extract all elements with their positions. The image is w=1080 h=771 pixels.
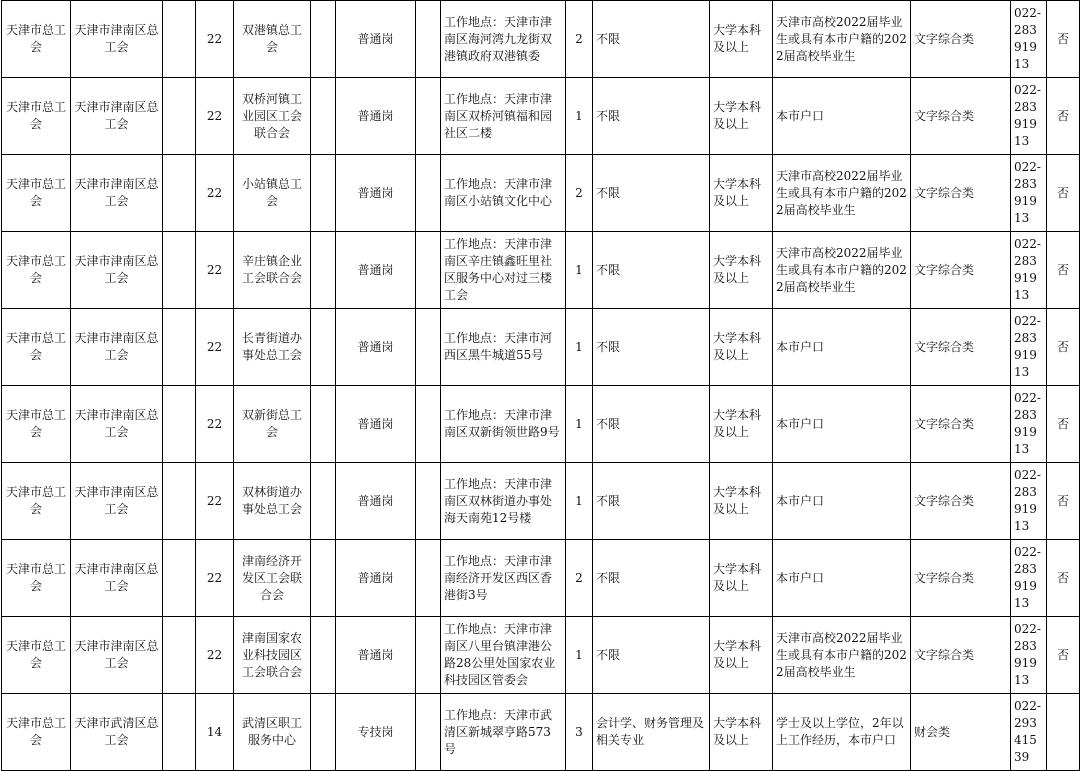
cell-code: 22 — [196, 386, 234, 463]
cell-blank — [311, 155, 336, 232]
table-row — [2, 540, 1080, 617]
cell-unit: 武清区职工服务中心 — [234, 694, 311, 771]
table-row — [2, 155, 1080, 232]
cell-blank — [163, 386, 196, 463]
cell-unit: 辛庄镇企业工会联合会 — [234, 232, 311, 309]
cell-education: 大学本科及以上 — [710, 1, 773, 78]
cell-position-type: 专技岗 — [336, 694, 416, 771]
cell-position-type: 普通岗 — [336, 617, 416, 694]
cell-blank — [311, 463, 336, 540]
cell-phone: 022-28391913 — [1011, 540, 1047, 617]
cell-requirements: 本市户口 — [773, 309, 911, 386]
cell-location: 工作地点：天津市津南区双新街领世路9号 — [441, 386, 566, 463]
table-row — [2, 694, 1080, 771]
cell-major: 不限 — [593, 1, 710, 78]
cell-department: 天津市津南区总工会 — [71, 617, 163, 694]
cell-code: 22 — [196, 232, 234, 309]
cell-exam-category: 文字综合类 — [911, 386, 1011, 463]
cell-exam-category: 文字综合类 — [911, 78, 1011, 155]
cell-unit: 双港镇总工会 — [234, 1, 311, 78]
cell-blank — [416, 540, 441, 617]
cell-code: 22 — [196, 309, 234, 386]
cell-flag: 否 — [1047, 386, 1080, 463]
cell-flag: 否 — [1047, 78, 1080, 155]
cell-blank — [163, 617, 196, 694]
cell-phone: 022-28391913 — [1011, 78, 1047, 155]
cell-headcount: 1 — [566, 463, 593, 540]
cell-location: 工作地点：天津市津南区八里台镇津港公路28公里处国家农业科技园区管委会 — [441, 617, 566, 694]
cell-code: 22 — [196, 463, 234, 540]
cell-blank — [163, 540, 196, 617]
cell-education: 大学本科及以上 — [710, 309, 773, 386]
cell-code: 22 — [196, 1, 234, 78]
cell-department: 天津市津南区总工会 — [71, 155, 163, 232]
cell-requirements: 本市户口 — [773, 386, 911, 463]
cell-location: 工作地点：天津市津南区双林街道办事处海天南苑12号楼 — [441, 463, 566, 540]
cell-location: 工作地点：天津市河西区黑牛城道55号 — [441, 309, 566, 386]
cell-blank — [416, 78, 441, 155]
cell-phone: 022-28391913 — [1011, 309, 1047, 386]
cell-requirements: 天津市高校2022届毕业生或具有本市户籍的2022届高校毕业生 — [773, 155, 911, 232]
cell-major: 不限 — [593, 78, 710, 155]
table-row — [2, 1, 1080, 78]
cell-department: 天津市津南区总工会 — [71, 309, 163, 386]
cell-blank — [311, 309, 336, 386]
cell-education: 大学本科及以上 — [710, 155, 773, 232]
cell-blank — [311, 694, 336, 771]
cell-blank — [163, 155, 196, 232]
table-row — [2, 463, 1080, 540]
cell-position-type: 普通岗 — [336, 309, 416, 386]
cell-organization: 天津市总工会 — [2, 1, 71, 78]
cell-unit: 津南国家农业科技园区工会联合会 — [234, 617, 311, 694]
cell-headcount: 2 — [566, 1, 593, 78]
cell-requirements: 天津市高校2022届毕业生或具有本市户籍的2022届高校毕业生 — [773, 232, 911, 309]
cell-headcount: 1 — [566, 617, 593, 694]
cell-blank — [163, 694, 196, 771]
cell-department: 天津市津南区总工会 — [71, 540, 163, 617]
table-row — [2, 309, 1080, 386]
cell-blank — [311, 540, 336, 617]
cell-blank — [416, 155, 441, 232]
cell-requirements: 天津市高校2022届毕业生或具有本市户籍的2022届高校毕业生 — [773, 1, 911, 78]
cell-unit: 小站镇总工会 — [234, 155, 311, 232]
cell-exam-category: 财会类 — [911, 694, 1011, 771]
cell-blank — [163, 309, 196, 386]
cell-major: 不限 — [593, 540, 710, 617]
table-row — [2, 386, 1080, 463]
cell-code: 22 — [196, 155, 234, 232]
cell-requirements: 学士及以上学位，2年以上工作经历，本市户口 — [773, 694, 911, 771]
cell-blank — [416, 386, 441, 463]
cell-code: 22 — [196, 617, 234, 694]
cell-phone: 022-28391913 — [1011, 232, 1047, 309]
cell-position-type: 普通岗 — [336, 1, 416, 78]
cell-organization: 天津市总工会 — [2, 78, 71, 155]
cell-organization: 天津市总工会 — [2, 463, 71, 540]
cell-department: 天津市武清区总工会 — [71, 694, 163, 771]
cell-blank — [416, 309, 441, 386]
cell-department: 天津市津南区总工会 — [71, 386, 163, 463]
cell-headcount: 1 — [566, 386, 593, 463]
cell-unit: 双新街总工会 — [234, 386, 311, 463]
cell-unit: 津南经济开发区工会联合会 — [234, 540, 311, 617]
cell-exam-category: 文字综合类 — [911, 540, 1011, 617]
cell-position-type: 普通岗 — [336, 540, 416, 617]
cell-blank — [416, 694, 441, 771]
cell-organization: 天津市总工会 — [2, 155, 71, 232]
cell-blank — [163, 463, 196, 540]
cell-headcount: 1 — [566, 232, 593, 309]
cell-blank — [416, 1, 441, 78]
cell-exam-category: 文字综合类 — [911, 463, 1011, 540]
cell-major: 不限 — [593, 617, 710, 694]
cell-location: 工作地点：天津市津南区双桥河镇福和园社区二楼 — [441, 78, 566, 155]
cell-organization: 天津市总工会 — [2, 617, 71, 694]
cell-department: 天津市津南区总工会 — [71, 78, 163, 155]
cell-requirements: 本市户口 — [773, 540, 911, 617]
cell-department: 天津市津南区总工会 — [71, 463, 163, 540]
cell-flag: 否 — [1047, 232, 1080, 309]
cell-code: 22 — [196, 78, 234, 155]
cell-phone: 022-28391913 — [1011, 617, 1047, 694]
cell-flag — [1047, 694, 1080, 771]
cell-requirements: 天津市高校2022届毕业生或具有本市户籍的2022届高校毕业生 — [773, 617, 911, 694]
cell-blank — [311, 386, 336, 463]
cell-organization: 天津市总工会 — [2, 232, 71, 309]
cell-phone: 022-28391913 — [1011, 386, 1047, 463]
cell-blank — [311, 232, 336, 309]
cell-flag: 否 — [1047, 155, 1080, 232]
cell-education: 大学本科及以上 — [710, 617, 773, 694]
cell-major: 不限 — [593, 386, 710, 463]
cell-position-type: 普通岗 — [336, 155, 416, 232]
cell-major: 不限 — [593, 463, 710, 540]
cell-location: 工作地点：天津市武清区新城翠亨路573号 — [441, 694, 566, 771]
cell-flag: 否 — [1047, 309, 1080, 386]
cell-blank — [163, 232, 196, 309]
cell-phone: 022-28391913 — [1011, 1, 1047, 78]
cell-location: 工作地点：天津市津南区小站镇文化中心 — [441, 155, 566, 232]
cell-location: 工作地点：天津市津南经济开发区西区香港街3号 — [441, 540, 566, 617]
cell-blank — [416, 232, 441, 309]
cell-education: 大学本科及以上 — [710, 694, 773, 771]
cell-exam-category: 文字综合类 — [911, 309, 1011, 386]
cell-position-type: 普通岗 — [336, 232, 416, 309]
cell-code: 14 — [196, 694, 234, 771]
cell-code: 22 — [196, 540, 234, 617]
cell-blank — [311, 78, 336, 155]
cell-location: 工作地点：天津市津南区辛庄镇鑫旺里社区服务中心对过三楼工会 — [441, 232, 566, 309]
cell-blank — [416, 463, 441, 540]
cell-flag: 否 — [1047, 540, 1080, 617]
cell-department: 天津市津南区总工会 — [71, 232, 163, 309]
cell-headcount: 3 — [566, 694, 593, 771]
cell-blank — [416, 617, 441, 694]
table-row — [2, 617, 1080, 694]
cell-organization: 天津市总工会 — [2, 694, 71, 771]
cell-exam-category: 文字综合类 — [911, 155, 1011, 232]
table-row — [2, 232, 1080, 309]
cell-education: 大学本科及以上 — [710, 78, 773, 155]
cell-phone: 022-28391913 — [1011, 463, 1047, 540]
cell-organization: 天津市总工会 — [2, 386, 71, 463]
cell-unit: 双桥河镇工业园区工会联合会 — [234, 78, 311, 155]
cell-organization: 天津市总工会 — [2, 309, 71, 386]
table-row — [2, 78, 1080, 155]
cell-position-type: 普通岗 — [336, 78, 416, 155]
cell-education: 大学本科及以上 — [710, 386, 773, 463]
cell-exam-category: 文字综合类 — [911, 1, 1011, 78]
cell-unit: 长青街道办事处总工会 — [234, 309, 311, 386]
cell-position-type: 普通岗 — [336, 386, 416, 463]
cell-requirements: 本市户口 — [773, 463, 911, 540]
cell-headcount: 1 — [566, 309, 593, 386]
cell-education: 大学本科及以上 — [710, 540, 773, 617]
cell-headcount: 1 — [566, 78, 593, 155]
cell-requirements: 本市户口 — [773, 78, 911, 155]
cell-phone: 022-29341539 — [1011, 694, 1047, 771]
cell-major: 不限 — [593, 232, 710, 309]
cell-blank — [311, 617, 336, 694]
cell-position-type: 普通岗 — [336, 463, 416, 540]
cell-organization: 天津市总工会 — [2, 540, 71, 617]
cell-headcount: 2 — [566, 540, 593, 617]
cell-headcount: 2 — [566, 155, 593, 232]
cell-blank — [163, 78, 196, 155]
cell-flag: 否 — [1047, 1, 1080, 78]
cell-phone: 022-28391913 — [1011, 155, 1047, 232]
job-listing-table — [1, 0, 1080, 771]
cell-department: 天津市津南区总工会 — [71, 1, 163, 78]
cell-flag: 否 — [1047, 463, 1080, 540]
cell-flag: 否 — [1047, 617, 1080, 694]
cell-education: 大学本科及以上 — [710, 463, 773, 540]
cell-major: 不限 — [593, 309, 710, 386]
cell-blank — [163, 1, 196, 78]
cell-unit: 双林街道办事处总工会 — [234, 463, 311, 540]
cell-education: 大学本科及以上 — [710, 232, 773, 309]
cell-location: 工作地点：天津市津南区海河湾九龙街双港镇政府双港镇委 — [441, 1, 566, 78]
cell-major: 会计学、财务管理及相关专业 — [593, 694, 710, 771]
cell-exam-category: 文字综合类 — [911, 617, 1011, 694]
cell-exam-category: 文字综合类 — [911, 232, 1011, 309]
cell-major: 不限 — [593, 155, 710, 232]
cell-blank — [311, 1, 336, 78]
